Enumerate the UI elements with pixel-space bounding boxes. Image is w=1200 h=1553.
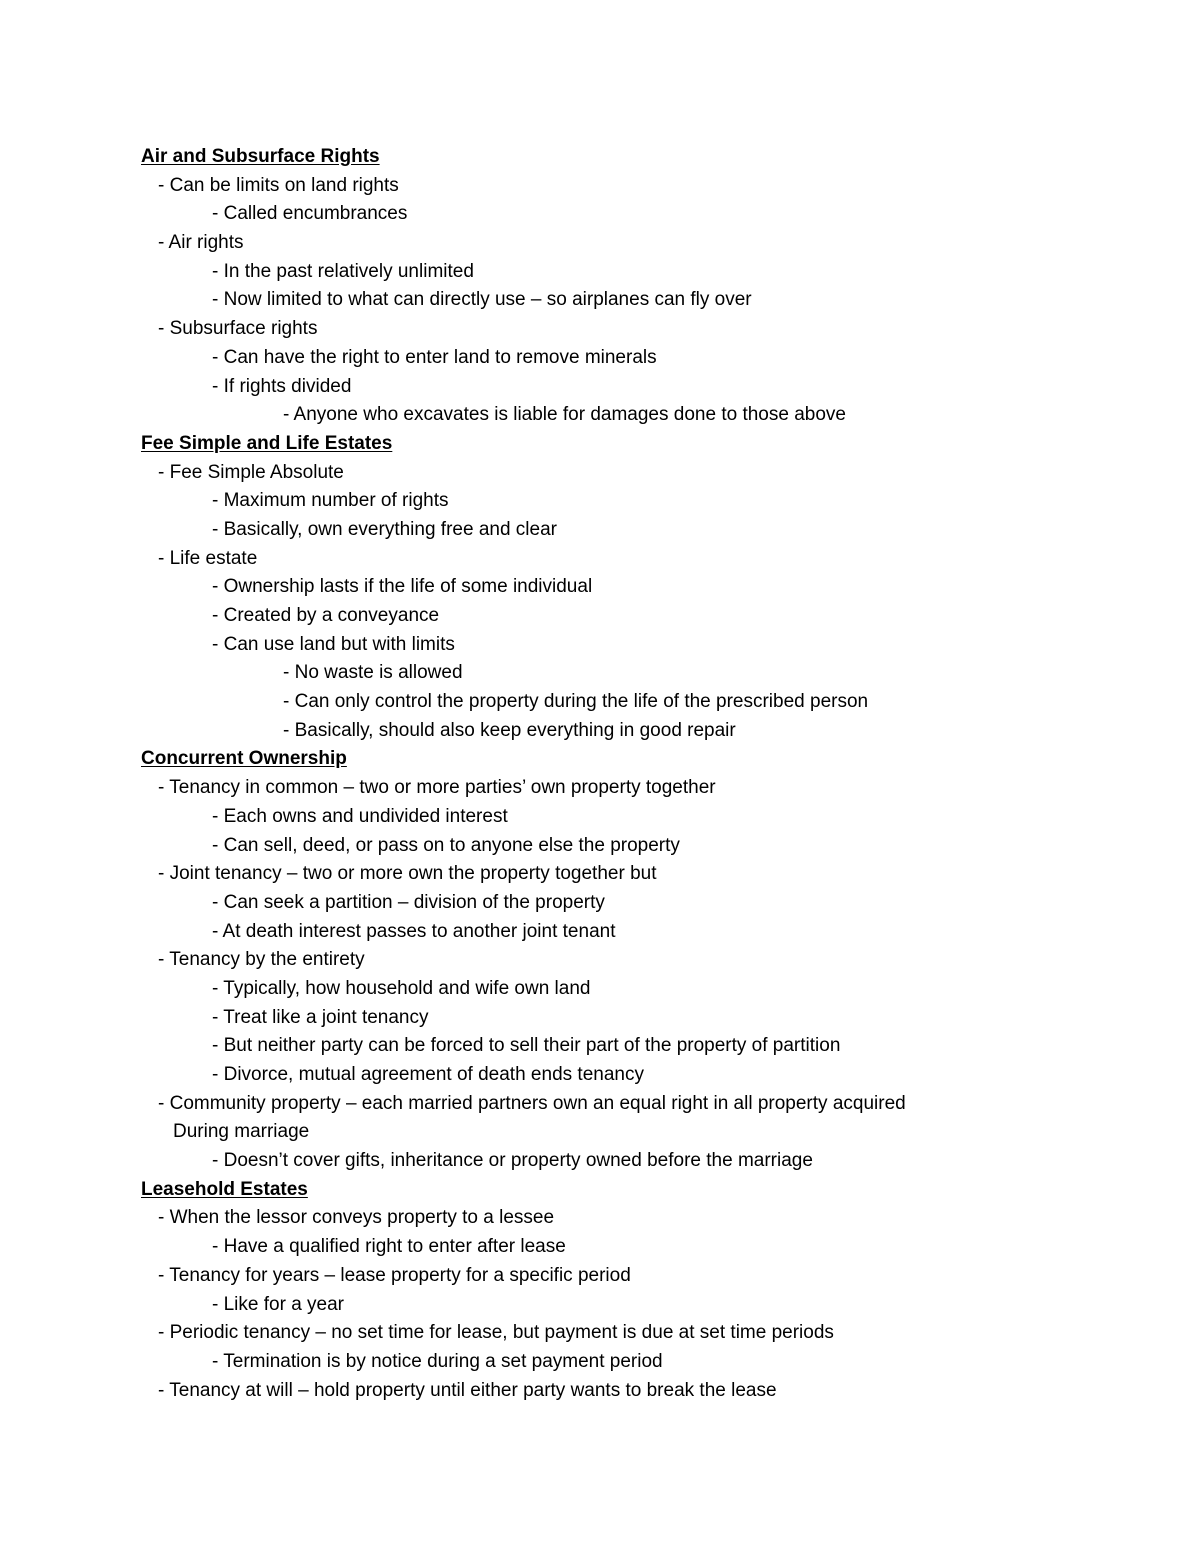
bullet-level-2: - Can have the right to enter land to remove minerals xyxy=(212,346,657,368)
bullet-level-2: - Basically, own everything free and clear xyxy=(212,518,557,540)
section-heading: Air and Subsurface Rights xyxy=(141,146,380,167)
bullet-level-1: - Subsurface rights xyxy=(158,318,318,340)
bullet-level-1: - Periodic tenancy – no set time for lease, but payment is due at set time periods xyxy=(158,1322,834,1344)
bullet-level-1: - Tenancy in common – two or more parties’ own property together xyxy=(158,777,716,799)
bullet-level-1: - Air rights xyxy=(158,232,244,254)
bullet-continuation: During marriage xyxy=(173,1121,310,1143)
bullet-level-1: - When the lessor conveys property to a lessee xyxy=(158,1207,555,1229)
bullet-level-1: - Tenancy by the entirety xyxy=(158,949,365,971)
section-heading: Concurrent Ownership xyxy=(141,748,347,770)
bullet-level-1: - Tenancy at will – hold property until either party wants to break the lease xyxy=(158,1379,777,1401)
bullet-level-1: - Community property – each married partners own an equal right in all property acquired xyxy=(158,1092,906,1114)
section-heading: Leasehold Estates xyxy=(141,1178,308,1200)
bullet-level-2: - Divorce, mutual agreement of death ends tenancy xyxy=(212,1064,644,1085)
bullet-level-2: - Typically, how household and wife own land xyxy=(212,977,591,999)
bullet-level-3: - Can only control the property during the life of the prescribed person xyxy=(283,691,869,713)
bullet-level-2: - Can sell, deed, or pass on to anyone else the property xyxy=(212,834,680,856)
bullet-level-2: - In the past relatively unlimited xyxy=(212,260,474,282)
bullet-level-1: - Tenancy for years – lease property for a specific period xyxy=(158,1264,631,1286)
bullet-level-3: - Anyone who excavates is liable for damages done to those above xyxy=(283,404,846,426)
bullet-level-2: - Created by a conveyance xyxy=(212,605,440,626)
bullet-level-2: - Called encumbrances xyxy=(212,203,408,225)
bullet-level-2: - If rights divided xyxy=(212,375,352,397)
bullet-level-1: - Life estate xyxy=(158,547,258,569)
bullet-level-2: - Doesn’t cover gifts, inheritance or property owned before the marriage xyxy=(212,1150,813,1172)
document-body xyxy=(141,143,1141,1405)
bullet-level-3: - No waste is allowed xyxy=(283,662,463,684)
bullet-level-1: - Can be limits on land rights xyxy=(158,174,399,196)
bullet-level-2: - Can use land but with limits xyxy=(212,633,455,655)
bullet-level-3: - Basically, should also keep everything in good repair xyxy=(283,719,736,741)
bullet-level-2: - Now limited to what can directly use – so airplanes can fly over xyxy=(212,289,752,311)
bullet-level-2: - Maximum number of rights xyxy=(212,490,449,512)
bullet-level-2: - Termination is by notice during a set payment period xyxy=(212,1350,663,1372)
bullet-level-2: - Each owns and undivided interest xyxy=(212,805,508,827)
bullet-level-1: - Joint tenancy – two or more own the property together but xyxy=(158,863,657,885)
bullet-level-2: - Can seek a partition – division of the property xyxy=(212,891,605,913)
bullet-level-1: - Fee Simple Absolute xyxy=(158,461,344,483)
bullet-level-2: - Ownership lasts if the life of some individual xyxy=(212,576,593,598)
bullet-level-2: - Treat like a joint tenancy xyxy=(212,1006,429,1028)
bullet-level-2: - But neither party can be forced to sell their part of the property of partition xyxy=(212,1035,841,1057)
bullet-level-2: - Have a qualified right to enter after lease xyxy=(212,1236,566,1258)
bullet-level-2: - Like for a year xyxy=(212,1293,344,1315)
bullet-level-2: - At death interest passes to another joint tenant xyxy=(212,920,616,942)
section-heading: Fee Simple and Life Estates xyxy=(141,432,393,454)
